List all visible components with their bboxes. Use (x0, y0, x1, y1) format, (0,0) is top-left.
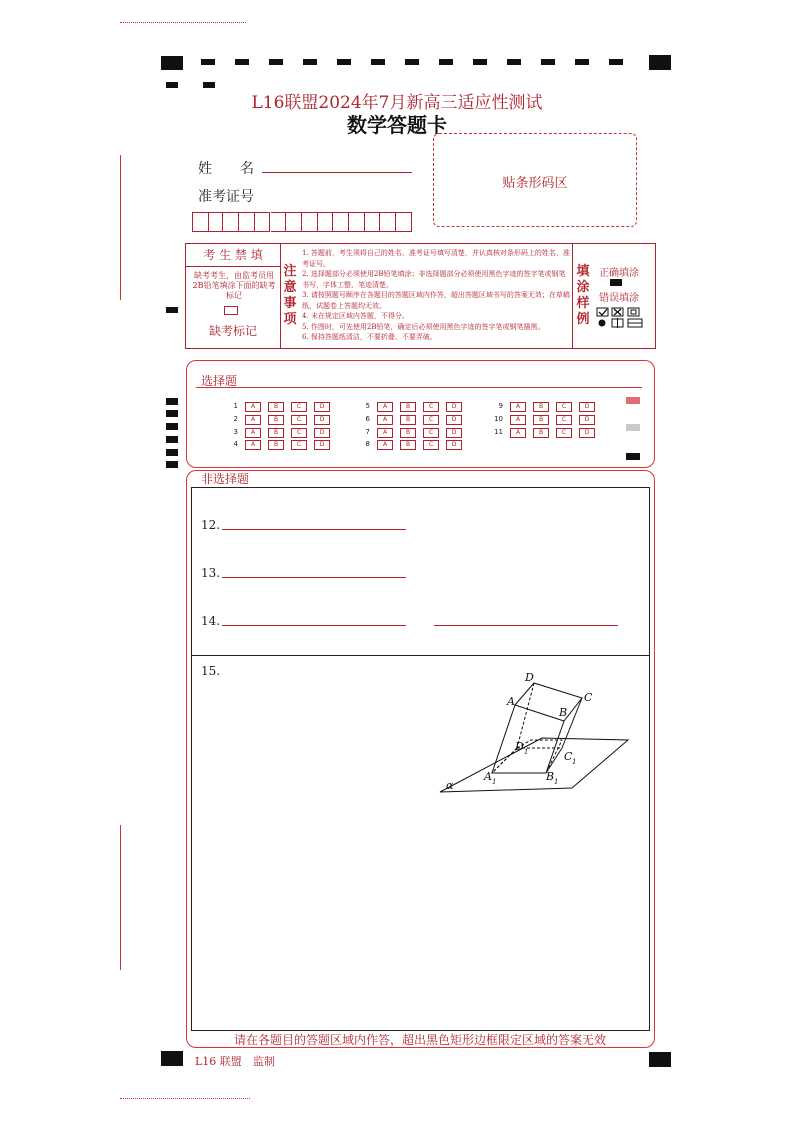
id-digit-box[interactable] (333, 212, 349, 232)
q14-label: 14. (201, 614, 221, 628)
id-label: 准考证号 (198, 189, 254, 205)
label-D1: D (515, 740, 524, 753)
choice-option-c[interactable]: C (291, 428, 307, 438)
q14-answer-line-1[interactable] (222, 625, 406, 626)
timing-mark (609, 59, 623, 65)
choice-option-a[interactable]: A (510, 428, 526, 438)
label-A1: A (484, 770, 492, 783)
label-C1: C (564, 750, 573, 763)
notice-item: 6. 保持答题纸清洁，不要折叠、不要弄破。 (302, 333, 437, 341)
choice-option-b[interactable]: B (533, 428, 549, 438)
footer-org: L16 联盟 (195, 1055, 242, 1068)
correct-fill-sample (610, 279, 622, 286)
barcode-label: 贴条形码区 (502, 176, 568, 191)
label-C1-sub: 1 (572, 758, 577, 766)
label-D: D (525, 671, 534, 684)
notice-item: 3. 请按照题号顺序在各题目的答题区域内作答，超出答题区域书写的答案无效；在草稿纸、试题卷上答题均无效。 (302, 291, 570, 310)
label-B: B (559, 706, 568, 719)
fill-sample-section (572, 244, 655, 348)
left-margin-line (120, 825, 121, 970)
id-digit-box[interactable] (318, 212, 334, 232)
timing-mark (371, 59, 385, 65)
choice-question-number: 7 (365, 427, 370, 436)
choice-option-b[interactable]: B (400, 402, 416, 412)
id-digit-box[interactable] (192, 212, 209, 232)
choice-option-b[interactable]: B (533, 415, 549, 425)
notice-title (283, 264, 299, 328)
bottom-dotted-line (120, 1098, 250, 1099)
timing-mark (269, 59, 283, 65)
choice-option-c[interactable]: C (423, 415, 439, 425)
choice-option-a[interactable]: A (245, 440, 261, 450)
choice-option-b[interactable]: B (533, 402, 549, 412)
choice-option-b[interactable]: B (400, 428, 416, 438)
choice-option-c[interactable]: C (423, 428, 439, 438)
anchor-mark-bottom-right (649, 1052, 671, 1067)
choice-option-c[interactable]: C (556, 415, 572, 425)
notice-item: 5. 作图时，可先使用2B铅笔，确定后必须使用黑色字迹的签字笔或钢笔描黑。 (302, 322, 545, 331)
timing-mark (166, 461, 178, 468)
name-label: 姓 名 (198, 161, 254, 177)
name-field[interactable] (262, 172, 412, 173)
answer-divider (191, 655, 649, 656)
choice-option-a[interactable]: A (510, 415, 526, 425)
timing-mark (166, 449, 178, 456)
choice-question-number: 6 (365, 414, 370, 423)
label-C: C (584, 691, 593, 704)
fill-sample-title-text: 填涂样例 (576, 264, 590, 327)
nonchoice-title: 非选择题 (201, 472, 250, 486)
choice-option-a[interactable]: A (377, 440, 393, 450)
footer-warning: 请在各题目的答题区域内作答，超出黑色矩形边框限定区域的答案无效 (233, 1033, 606, 1047)
choice-option-a[interactable]: A (245, 428, 261, 438)
timing-mark (473, 59, 487, 65)
choice-option-a[interactable]: A (377, 428, 393, 438)
choice-option-b[interactable]: B (268, 428, 284, 438)
left-margin-line (120, 155, 121, 300)
label-alpha: α (446, 779, 454, 792)
choice-option-c[interactable]: C (556, 402, 572, 412)
choice-option-b[interactable]: B (268, 402, 284, 412)
label-A: A (507, 695, 515, 708)
barcode-area (433, 133, 637, 227)
color-mark-grey (626, 424, 640, 431)
wrong-fill-label: 错误填涂 (599, 293, 639, 304)
timing-mark (541, 59, 555, 65)
timing-mark (575, 59, 589, 65)
absent-title: 考 生 禁 填 (186, 244, 280, 267)
id-digit-box[interactable] (365, 212, 381, 232)
id-digit-box[interactable] (302, 212, 318, 232)
absent-mark-box[interactable] (224, 306, 238, 315)
choice-question-number: 5 (365, 402, 370, 410)
choice-option-d[interactable]: D (314, 402, 330, 412)
choice-option-d[interactable]: D (314, 415, 330, 425)
choice-option-d[interactable]: D (446, 428, 462, 438)
notice-item: 1. 答题前，考生须将自己的姓名、准考证号填写清楚，并认真核对条形码上的姓名、准考证号。 (302, 249, 570, 268)
top-dotted-line (120, 22, 246, 23)
q12-answer-line[interactable] (222, 529, 406, 530)
timing-mark (303, 59, 317, 65)
timing-mark (166, 398, 178, 405)
notice-item: 2. 选择题部分必须使用2B铅笔填涂；非选择题部分必须使用黑色字迹的签字笔或钢笔书写，字体工整、笔迹清楚。 (302, 270, 566, 289)
timing-mark (166, 410, 178, 417)
choice-option-b[interactable]: B (268, 415, 284, 425)
choice-option-c[interactable]: C (291, 415, 307, 425)
timing-mark (235, 59, 249, 65)
instructions-panel (185, 243, 656, 349)
timing-mark (201, 59, 215, 65)
choice-option-c[interactable]: C (556, 428, 572, 438)
choice-option-a[interactable]: A (377, 415, 393, 425)
q15-label: 15. (201, 664, 221, 678)
choice-option-d[interactable]: D (579, 402, 595, 412)
notice-item: 4. 未在规定区域内答题，不得分。 (302, 312, 409, 320)
choice-option-d[interactable]: D (446, 402, 462, 412)
choice-option-c[interactable]: C (423, 440, 439, 450)
id-digit-box[interactable] (271, 212, 287, 232)
q13-answer-line[interactable] (222, 577, 406, 578)
correct-fill-label: 正确填涂 (599, 268, 639, 279)
id-digit-box[interactable] (255, 212, 271, 232)
id-digit-box[interactable] (286, 212, 302, 232)
absent-text: 缺考考生，由监考员用2B铅笔填涂下面的缺考标记 (192, 271, 276, 300)
label-B1-sub: 1 (554, 778, 559, 786)
id-digit-box[interactable] (380, 212, 396, 232)
timing-mark (507, 59, 521, 65)
choice-option-a[interactable]: A (245, 415, 261, 425)
timing-mark (405, 59, 419, 65)
choice-option-d[interactable]: D (314, 440, 330, 450)
choice-option-c[interactable]: C (291, 440, 307, 450)
choice-question-number: 11 (494, 427, 503, 436)
notice-title-text: 注意事项 (283, 264, 297, 327)
choice-option-d[interactable]: D (579, 428, 595, 438)
choice-option-d[interactable]: D (446, 440, 462, 450)
choice-question-number: 2 (233, 414, 238, 423)
notice-list (302, 248, 570, 343)
timing-mark (166, 423, 178, 430)
choice-question-number: 9 (498, 402, 503, 410)
choice-question-number: 8 (365, 440, 370, 449)
q13-label: 13. (201, 566, 221, 580)
choice-option-d[interactable]: D (446, 415, 462, 425)
label-D1-sub: 1 (524, 748, 529, 756)
q15-figure (432, 668, 632, 796)
id-digit-box[interactable] (208, 212, 224, 232)
choice-title: 选择题 (201, 374, 238, 388)
choice-option-d[interactable]: D (579, 415, 595, 425)
timing-mark (166, 436, 178, 443)
absent-section (186, 244, 281, 348)
choice-option-a[interactable]: A (245, 402, 261, 412)
choice-title-underline (196, 387, 642, 388)
id-digit-box[interactable] (396, 212, 412, 232)
choice-option-a[interactable]: A (377, 402, 393, 412)
footer-supervise: 监制 (253, 1055, 275, 1068)
choice-question-number: 3 (233, 427, 238, 436)
choice-question-number: 4 (233, 440, 238, 449)
card-title: 数学答题卡 (347, 113, 447, 137)
choice-option-c[interactable]: C (423, 402, 439, 412)
choice-question-number: 10 (494, 414, 503, 423)
timing-mark (166, 307, 178, 313)
id-digit-box[interactable] (349, 212, 365, 232)
q14-answer-line-2[interactable] (434, 625, 618, 626)
q12-label: 12. (201, 518, 221, 532)
absent-mark-label: 缺考标记 (208, 324, 257, 338)
choice-option-d[interactable]: D (314, 428, 330, 438)
anchor-mark-top-left (161, 56, 183, 70)
fill-sample-title (576, 264, 592, 328)
choice-option-a[interactable]: A (510, 402, 526, 412)
choice-option-b[interactable]: B (400, 415, 416, 425)
timing-mark (439, 59, 453, 65)
choice-option-c[interactable]: C (291, 402, 307, 412)
id-digit-box[interactable] (223, 212, 239, 232)
color-mark-black (626, 453, 640, 460)
exam-title: L16联盟2024年7月新高三适应性测试 (251, 93, 543, 113)
wrong-fill-samples (595, 306, 651, 330)
choice-option-b[interactable]: B (268, 440, 284, 450)
id-digit-box[interactable] (239, 212, 255, 232)
choice-question-number: 1 (233, 402, 238, 410)
choice-option-b[interactable]: B (400, 440, 416, 450)
timing-mark (337, 59, 351, 65)
label-A1-sub: 1 (492, 778, 497, 786)
anchor-mark-top-right (649, 55, 671, 70)
label-B1: B (546, 770, 555, 783)
color-mark-red (626, 397, 640, 404)
anchor-mark-bottom-left (161, 1051, 183, 1066)
